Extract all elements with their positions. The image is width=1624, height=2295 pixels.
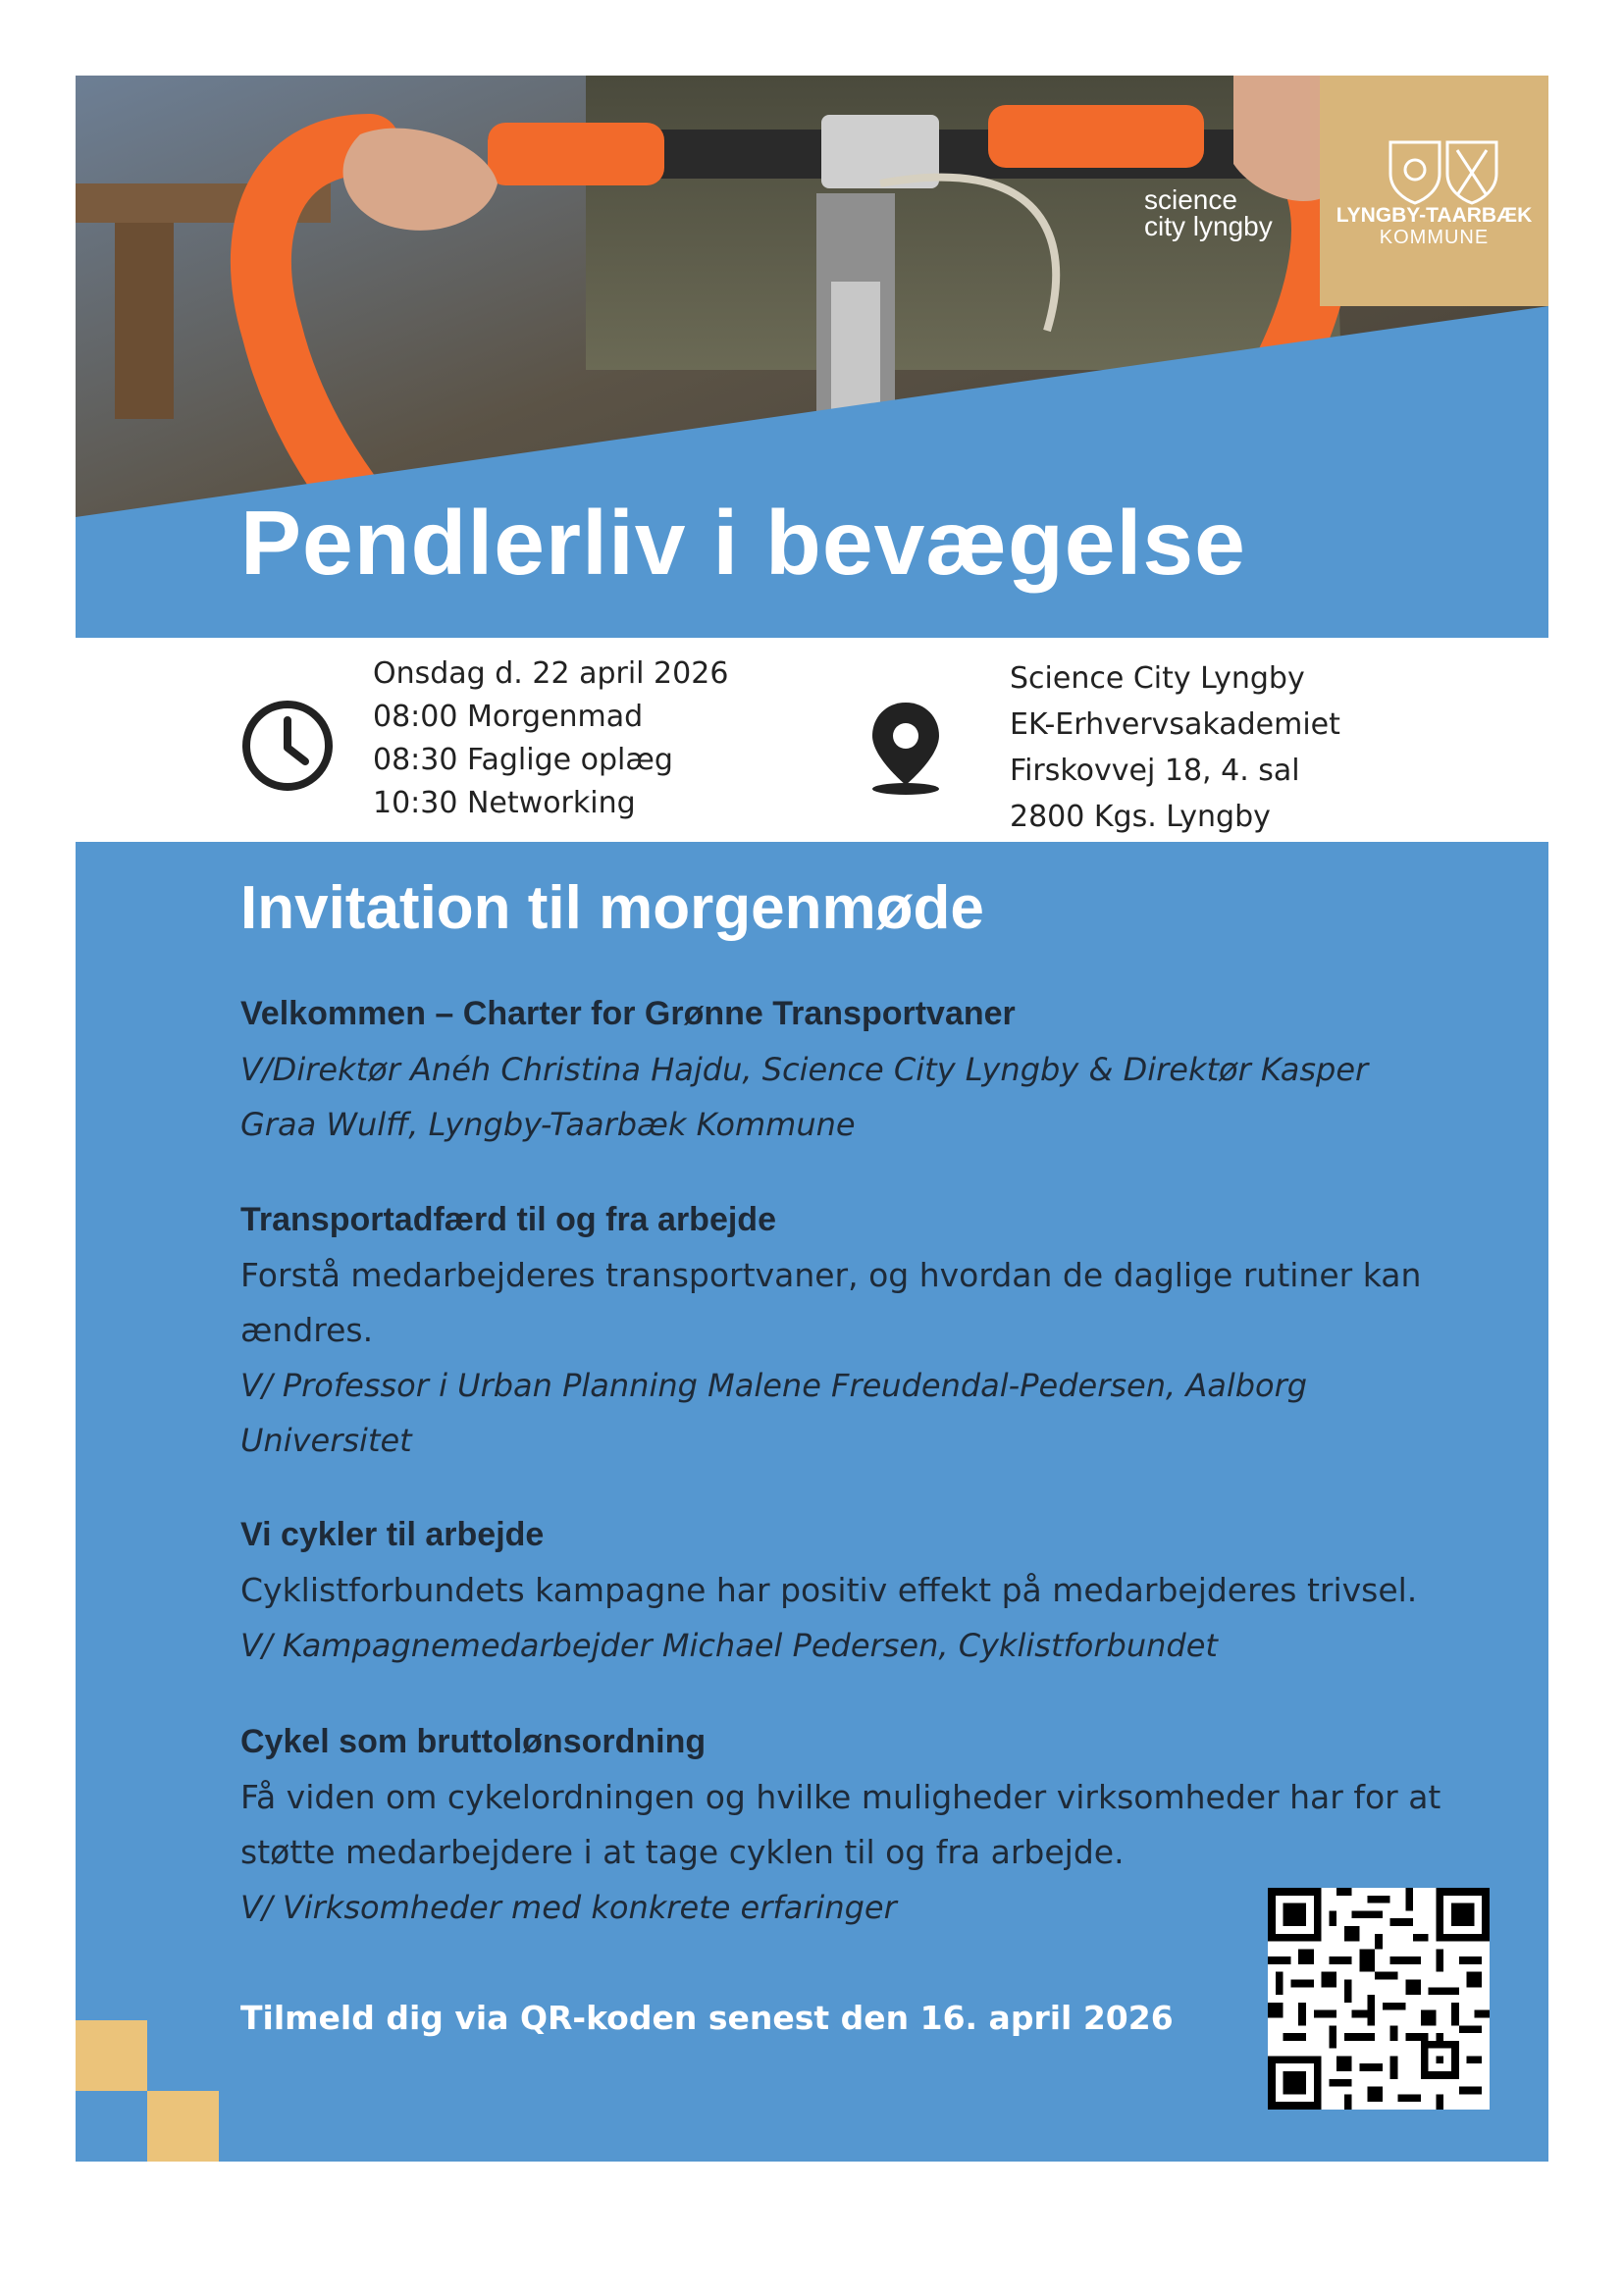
- municipality-subtitle: KOMMUNE: [1379, 227, 1490, 248]
- coat-of-arms-icon: [1320, 76, 1548, 306]
- qr-code[interactable]: [1268, 1888, 1490, 2110]
- agenda-speaker: V/Direktør Anéh Christina Hajdu, Science City Lyngby & Direktør Kasper Graa Wulff, Lyngby-Taarbæk Kommune: [240, 1051, 1369, 1143]
- location-street: Firskovvej 18, 4. sal: [1010, 754, 1300, 788]
- schedule-item: 08:30 Faglige oplæg: [373, 743, 673, 777]
- agenda-heading: Cykel som bruttolønsordning: [240, 1723, 707, 1760]
- location: [1010, 655, 1340, 840]
- agenda-description: Forstå medarbejderes transportvaner, og hvordan de daglige rutiner kan ændres.: [240, 1256, 1422, 1349]
- qr-code-icon: [1268, 1888, 1490, 2110]
- decorative-square: [76, 2020, 147, 2091]
- registration-cta: Tilmeld dig via QR-koden senest den 16. april 2026: [240, 1999, 1174, 2037]
- agenda-heading: Transportadfærd til og fra arbejde: [240, 1201, 776, 1238]
- clock-icon: [240, 699, 335, 793]
- agenda-item: [240, 1199, 1447, 1468]
- location-name: Science City Lyngby: [1010, 661, 1305, 696]
- schedule-item: 08:00 Morgenmad: [373, 700, 644, 734]
- agenda-description: Cyklistforbundets kampagne har positiv effekt på medarbejderes trivsel.: [240, 1571, 1418, 1609]
- agenda-heading: Vi cykler til arbejde: [240, 1516, 545, 1553]
- agenda-item: [240, 1721, 1447, 1935]
- location-venue: EK-Erhvervsakademiet: [1010, 707, 1340, 742]
- partner-logo-text: science city lyngby: [1144, 184, 1273, 241]
- decorative-square: [147, 2091, 219, 2162]
- schedule-date: Onsdag d. 22 april 2026: [373, 656, 729, 691]
- location-city: 2800 Kgs. Lyngby: [1010, 800, 1271, 834]
- municipality-logo: [1320, 76, 1548, 306]
- invitation-title: Invitation til morgenmøde: [240, 874, 984, 942]
- science-city-lyngby-logo: [1144, 186, 1273, 239]
- schedule: [373, 652, 728, 825]
- agenda-description: Få viden om cykelordningen og hvilke muligheder virksomheder har for at støtte medarbejdere i at tage cyklen til og fra arbejde.: [240, 1778, 1441, 1871]
- location-pin-icon: [859, 699, 953, 797]
- page-title: Pendlerliv i bevægelse: [240, 492, 1246, 594]
- agenda-heading: Velkommen – Charter for Grønne Transportvaner: [240, 995, 1016, 1032]
- agenda-speaker: V/ Professor i Urban Planning Malene Freudendal-Pedersen, Aalborg Universitet: [240, 1367, 1308, 1459]
- agenda-item: [240, 993, 1447, 1152]
- agenda-speaker: V/ Virksomheder med konkrete erfaringer: [240, 1889, 897, 1926]
- municipality-name: LYNGBY-TAARBÆK: [1336, 204, 1533, 227]
- schedule-item: 10:30 Networking: [373, 786, 636, 820]
- agenda-speaker: V/ Kampagnemedarbejder Michael Pedersen, Cyklistforbundet: [240, 1627, 1218, 1664]
- agenda-item: [240, 1514, 1447, 1673]
